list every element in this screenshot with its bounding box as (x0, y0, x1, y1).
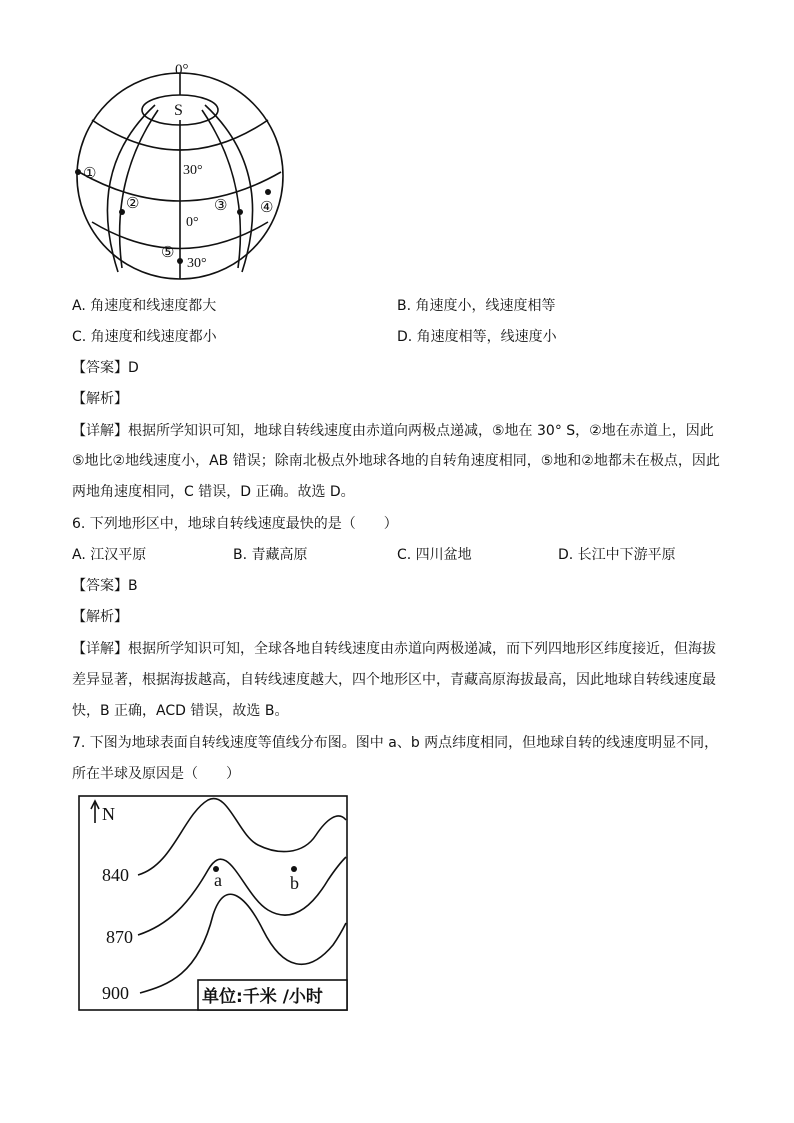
q6-detail-line-3: 快，B 正确，ACD 错误，故选 B。 (72, 703, 289, 719)
label-lat-30-south: 30° (187, 256, 207, 271)
contour-900 (140, 894, 346, 993)
point-2-label: ② (126, 196, 140, 212)
q6-question: 6. 下列地形区中，地球自转线速度最快的是（ ） (72, 516, 398, 532)
meridian-line (120, 110, 158, 268)
q5-option-c: C. 角速度和线速度都小 (72, 329, 217, 345)
north-label: N (102, 804, 115, 824)
point-b-label: b (290, 873, 299, 893)
globe-figure (70, 60, 290, 280)
label-equator-0: 0° (186, 215, 199, 230)
q6-option-c: C. 四川盆地 (397, 547, 472, 563)
point-1-dot (75, 169, 81, 175)
contour-840 (138, 799, 346, 875)
label-lat-30: 30° (183, 163, 203, 178)
label-900: 900 (102, 983, 129, 1003)
point-4-label: ④ (260, 200, 274, 216)
q6-detail-line-1: 【详解】根据所学知识可知，全球各地自转线速度由赤道向两极递减，而下列四地形区纬度接近，但海拔 (72, 641, 716, 657)
q5-detail-line-2: ⑤地比②地线速度小，AB 错误；除南北极点外地球各地的自转角速度相同，⑤地和②地都未在极点，因此 (72, 453, 720, 469)
label-840: 840 (102, 865, 129, 885)
q6-detail-line-2: 差异显著，根据海拔越高，自转线速度越大，四个地形区中，青藏高原海拔最高，因此地球自转线速度最 (72, 672, 716, 688)
label-pole-s: S (174, 102, 183, 119)
map-frame (79, 796, 347, 1010)
point-a-label: a (214, 870, 222, 890)
q5-option-b: B. 角速度小，线速度相等 (397, 298, 556, 314)
q5-detail-line-3: 两地角速度相同，C 错误，D 正确。故选 D。 (72, 484, 355, 500)
contour-870 (138, 857, 346, 935)
q6-option-b: B. 青藏高原 (233, 547, 308, 563)
q7-question-line-1: 7. 下图为地球表面自转线速度等值线分布图。图中 a、b 两点纬度相同，但地球自转的线速度明显不同， (72, 735, 719, 751)
label-top-0: 0° (175, 62, 189, 78)
point-5-label: ⑤ (161, 245, 175, 261)
q5-analysis-label: 【解析】 (72, 391, 128, 407)
point-1-label: ① (83, 166, 97, 182)
point-3-dot (237, 209, 243, 215)
point-3-label: ③ (214, 198, 228, 214)
unit-label: 单位:千米 /小时 (202, 987, 323, 1007)
meridian-line (202, 110, 240, 268)
isoline-map (78, 795, 350, 1013)
point-5-dot (177, 258, 183, 264)
point-b-dot (291, 866, 297, 872)
point-2-dot (119, 209, 125, 215)
q6-option-d: D. 长江中下游平原 (558, 547, 676, 563)
label-870: 870 (106, 927, 133, 947)
q6-analysis-label: 【解析】 (72, 609, 128, 625)
point-4-dot (265, 189, 271, 195)
q7-question-line-2: 所在半球及原因是（ ） (72, 766, 240, 782)
q5-answer: 【答案】D (72, 360, 139, 376)
q5-option-d: D. 角速度相等，线速度小 (397, 329, 557, 345)
q6-answer: 【答案】B (72, 578, 138, 594)
q5-detail-line-1: 【详解】根据所学知识可知，地球自转线速度由赤道向两极点递减，⑤地在 30° S，②地在赤道上，因此 (72, 423, 714, 439)
q6-option-a: A. 江汉平原 (72, 547, 147, 563)
q5-option-a: A. 角速度和线速度都大 (72, 298, 217, 314)
